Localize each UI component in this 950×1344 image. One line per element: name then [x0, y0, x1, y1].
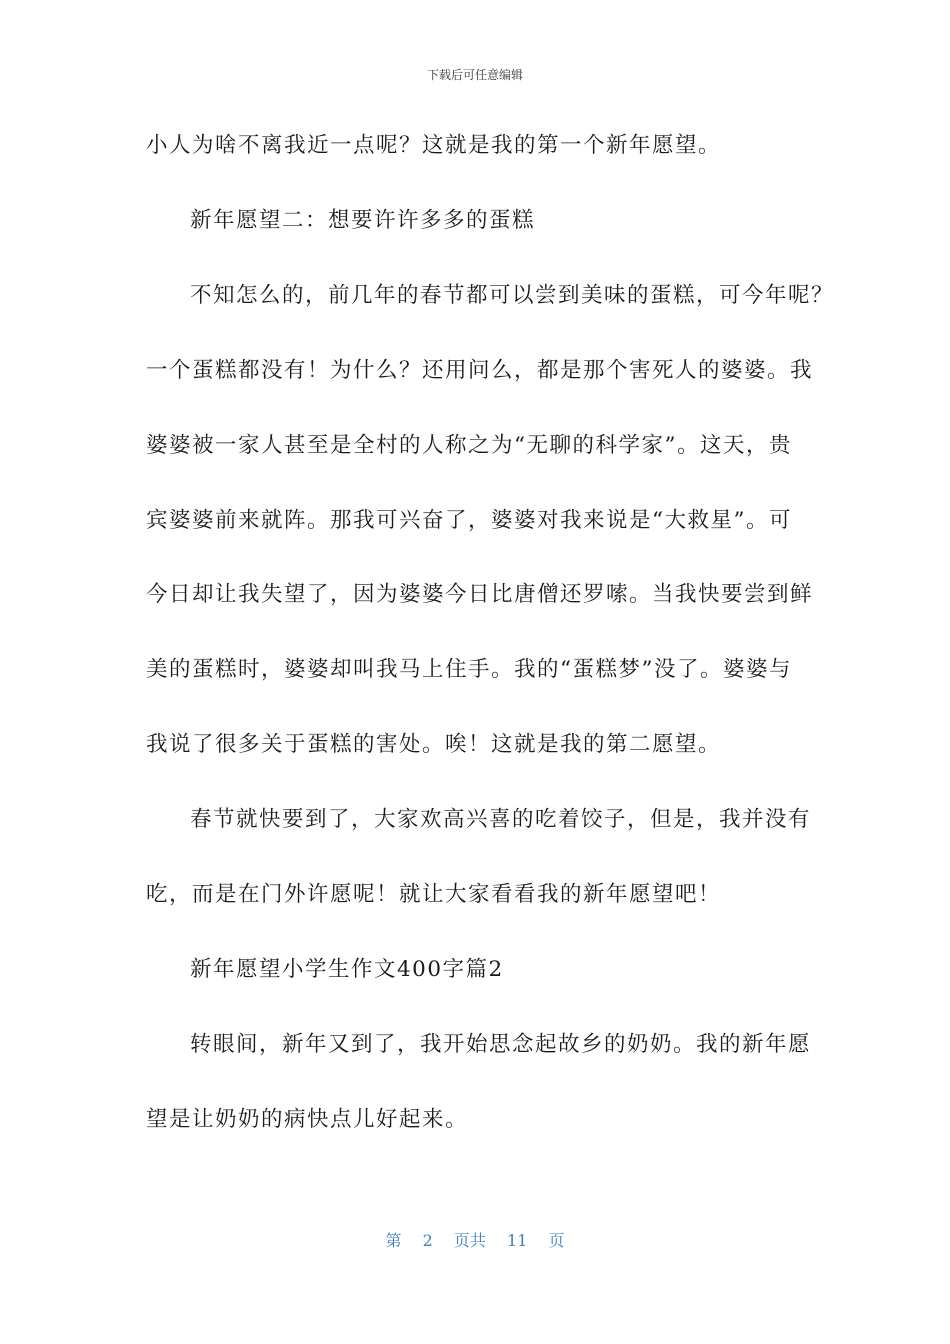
page-footer — [0, 1228, 950, 1251]
text-line: 一个蛋糕都没有！为什么？还用问么，都是那个害死人的婆婆。我 — [146, 358, 814, 383]
text-line: 宾婆婆前来就阵。那我可兴奋了，婆婆对我来说是“大救星”。可 — [146, 508, 792, 533]
text-line: 春节就快要到了，大家欢高兴喜的吃着饺子，但是，我并没有 — [190, 807, 812, 832]
current-page-number: 2 — [422, 1231, 433, 1250]
text-line: 望是让奶奶的病快点儿好起来。 — [146, 1107, 469, 1132]
text-line: 婆婆被一家人甚至是全村的人称之为“无聊的科学家”。这天，贵 — [146, 433, 792, 458]
text-line: 吃，而是在门外许愿呢！就让大家看看我的新年愿望吧！ — [146, 882, 722, 907]
section-heading: 新年愿望小学生作文400字篇2 — [190, 957, 504, 982]
text-line: 不知怎么的，前几年的春节都可以尝到美味的蛋糕，可今年呢？ — [190, 283, 835, 308]
total-pages-number: 11 — [507, 1231, 528, 1250]
section-heading: 新年愿望二：想要许许多多的蛋糕 — [190, 208, 536, 233]
footer-middle: 页共 — [453, 1231, 486, 1250]
page-header: 下载后可任意编辑 — [426, 68, 523, 82]
text-line: 小人为啥不离我近一点呢？这就是我的第一个新年愿望。 — [146, 133, 722, 158]
text-line: 今日却让我失望了，因为婆婆今日比唐僧还罗嗦。当我快要尝到鲜 — [146, 582, 814, 607]
footer-prefix: 第 — [385, 1231, 402, 1250]
text-line: 美的蛋糕时，婆婆却叫我马上住手。我的“蛋糕梦”没了。婆婆与 — [146, 657, 792, 682]
text-line: 我说了很多关于蛋糕的害处。唉！这就是我的第二愿望。 — [146, 732, 722, 757]
text-line: 转眼间，新年又到了，我开始思念起故乡的奶奶。我的新年愿 — [190, 1032, 812, 1057]
footer-suffix: 页 — [548, 1231, 565, 1250]
